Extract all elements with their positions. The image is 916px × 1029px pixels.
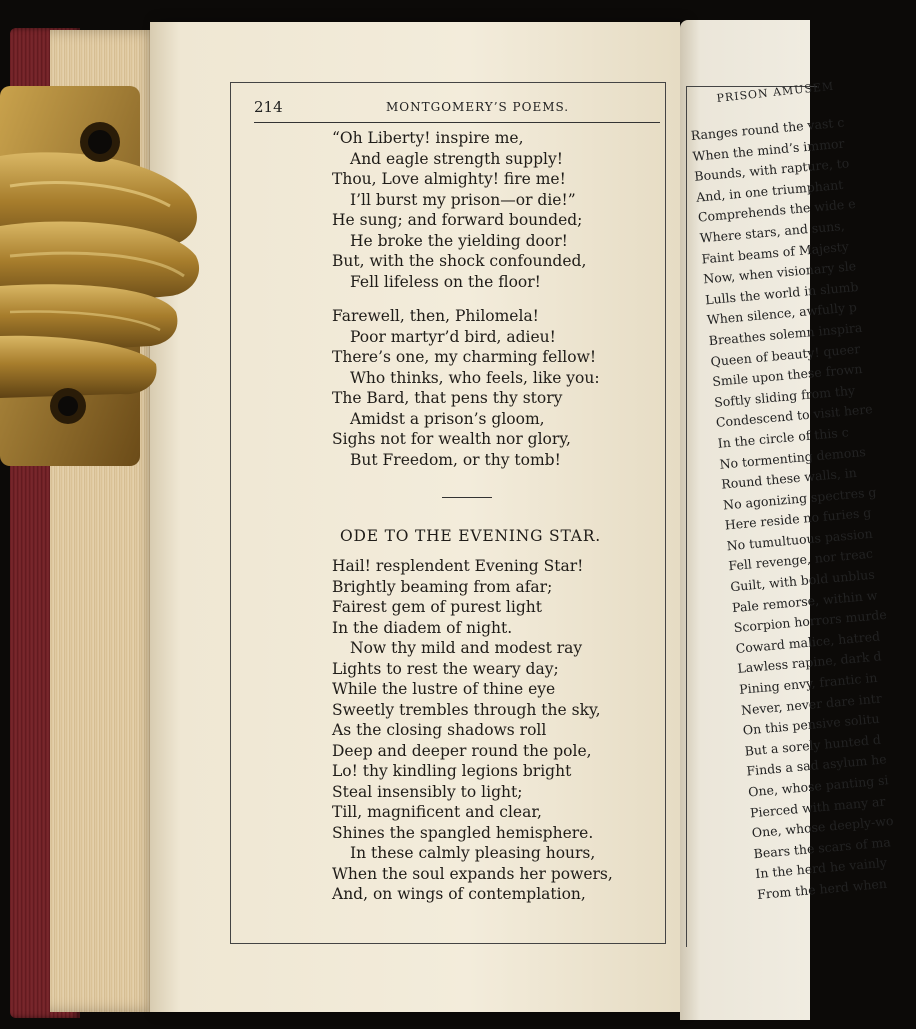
poem-line: Bounds, with rapture, to xyxy=(693,155,850,184)
poem-line: He broke the yielding door! xyxy=(350,231,568,250)
poem-line: Fell revenge, nor treac xyxy=(727,546,874,574)
poem-line: Queen of beauty! queer xyxy=(709,340,861,369)
poem-line: From the herd when xyxy=(756,875,888,903)
page-header xyxy=(254,96,660,123)
poem-line: Farewell, then, Philomela! xyxy=(332,307,539,325)
poem-line: Fairest gem of purest light xyxy=(332,598,542,616)
poem-line: “Oh Liberty! inspire me, xyxy=(332,129,524,147)
poem-line: In these calmly pleasing hours, xyxy=(350,844,596,862)
poem-line: Now thy mild and modest ray xyxy=(350,639,583,657)
poem-line: Round these walls, in xyxy=(720,464,858,492)
poem-line: But a sorely hunted d xyxy=(744,731,882,759)
poem-line: Lawless rapine, dark d xyxy=(736,648,883,677)
stanza-1 xyxy=(332,128,652,292)
poem-line: But Freedom, or thy tomb! xyxy=(350,450,561,469)
poem-line: No agonizing spectres g xyxy=(722,483,877,513)
poem-line: Pale remorse, within w xyxy=(731,587,878,615)
poem-line: Sighs not for wealth nor glory, xyxy=(332,430,571,448)
poem-line: Hail! resplendent Evening Star! xyxy=(332,557,584,575)
poem-line: Finds a sad asylum he xyxy=(745,751,888,779)
poem-line: When silence, awfully p xyxy=(706,299,858,328)
poem-line: Faint beams of Majesty xyxy=(700,238,850,267)
poem-line: Lulls the world in slumb xyxy=(704,278,859,308)
poem-line: One, whose deeply-wo xyxy=(751,813,894,841)
poem-line: He sung; and forward bounded; xyxy=(332,211,583,229)
poem-line: As the closing shadows roll xyxy=(332,721,547,739)
poem-line: Now, when visionary sle xyxy=(702,258,857,287)
poem-line: And eagle strength supply! xyxy=(350,149,563,168)
poem-line: Deep and deeper round the pole, xyxy=(332,741,592,760)
ode-body xyxy=(332,556,652,905)
poem-line: Fell lifeless on the floor! xyxy=(350,272,541,291)
poem-line: Lights to rest the weary day; xyxy=(332,659,559,678)
page-number: 214 xyxy=(254,98,283,116)
poem-line: When the soul expands her powers, xyxy=(332,864,613,883)
poem-line: Never, never dare intr xyxy=(740,690,883,718)
stanza-2 xyxy=(332,306,652,470)
poem-line: Pining envy, frantic in xyxy=(738,669,878,697)
poem-line: Where stars, and suns, xyxy=(699,217,846,246)
poem-line: Ranges round the vast c xyxy=(690,114,845,143)
poem-line: Breathes solemn inspira xyxy=(708,319,863,349)
poem-line: Shines the spangled hemisphere. xyxy=(332,823,594,842)
poem-line: And, in one triumphant xyxy=(695,176,844,205)
poem-line: Poor martyr’d bird, adieu! xyxy=(350,327,556,346)
poem-line: The Bard, that pens thy story xyxy=(332,389,563,407)
poem-line: Amidst a prison’s gloom, xyxy=(350,409,545,428)
right-running-head: PRISON AMUSEM xyxy=(716,79,835,105)
poem-line: When the mind’s immor xyxy=(691,135,845,164)
ode-title: ODE TO THE EVENING STAR. xyxy=(340,527,601,545)
poem-line: Guilt, with bold unblus xyxy=(729,566,876,595)
poem-line: Lo! thy kindling legions bright xyxy=(332,762,572,780)
poem-line: There’s one, my charming fellow! xyxy=(332,348,597,366)
poem-line: One, whose panting si xyxy=(747,772,890,800)
poem-line: Coward malice, hatred xyxy=(735,628,881,656)
poem-line: But, with the shock confounded, xyxy=(332,252,587,270)
poem-line: While the lustre of thine eye xyxy=(332,680,556,698)
poem-line: In the diadem of night. xyxy=(332,618,513,637)
poem-line: No tumultuous passion xyxy=(726,525,874,554)
running-head: MONTGOMERY’S POEMS. xyxy=(386,100,570,114)
poem-line: In the herd he vainly xyxy=(754,855,888,882)
poem-line: Sweetly trembles through the sky, xyxy=(332,700,601,719)
poem-line: And, on wings of contemplation, xyxy=(332,885,586,903)
poem-line: Thou, Love almighty! fire me! xyxy=(332,170,566,188)
poem-line: Till, magnificent and clear, xyxy=(332,803,542,821)
poem-line: Here reside no furies g xyxy=(724,504,872,533)
poem-line: Condescend to visit here xyxy=(715,401,874,431)
poem-line: Smile upon these frown xyxy=(711,361,863,390)
poem-line: Brightly beaming from afar; xyxy=(332,577,553,596)
poem-line: Softly sliding from thy xyxy=(713,382,856,410)
poem-line: Who thinks, who feels, like you: xyxy=(350,368,600,387)
poem-line: I’ll burst my prison—or die!” xyxy=(350,190,576,209)
poem-line: Scorpion horrors murde xyxy=(733,606,888,636)
poem-line: On this pensive solitu xyxy=(742,710,881,738)
poem-line: No tormenting demons xyxy=(718,443,867,472)
poem-line: Bears the scars of ma xyxy=(752,834,892,861)
poem-line: Pierced with many ar xyxy=(749,793,886,820)
poem-line: Comprehends the wide e xyxy=(697,196,857,225)
poem-line: Steal insensibly to light; xyxy=(332,782,523,801)
section-divider xyxy=(442,497,492,498)
poem-line: In the circle of this c xyxy=(717,424,850,451)
brass-hand-bookmark xyxy=(0,86,200,466)
